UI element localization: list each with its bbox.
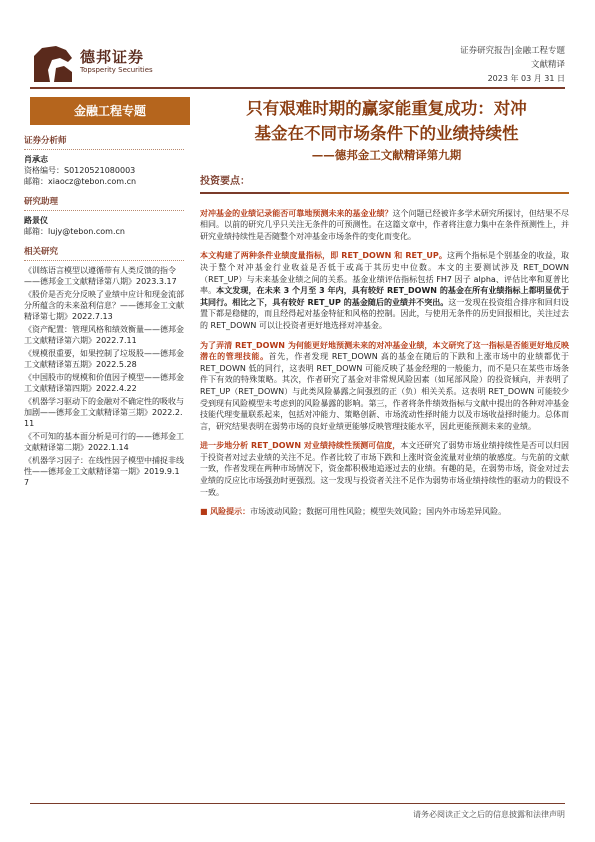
heading-accent-bar bbox=[200, 192, 290, 194]
report-category-line1: 证券研究报告|金融工程专题 bbox=[460, 46, 565, 56]
analyst-heading: 证券分析师 bbox=[24, 136, 184, 150]
tebon-logo-icon bbox=[30, 42, 76, 86]
company-logo bbox=[30, 42, 180, 86]
bullet-icon: ■ bbox=[200, 507, 211, 517]
assistant-email: 邮箱：lujy@tebon.com.cn bbox=[24, 227, 125, 236]
paragraph-1: 对冲基金的业绩记录能否可靠地预测未来的基金业绩？这个问题已经被许多学术研究所探讨，但结果不尽相同。以前的研究几乎只关注无条件的可预测性。在这篇文章中，作者将注意力集中在条件预测性上，并研究业绩持续性是否随整个对冲基金市场条件的变化而变化。 bbox=[200, 208, 569, 241]
footer-disclaimer: 请务必阅读正文之后的信息披露和法律声明 bbox=[413, 810, 565, 819]
section-badge: 金融工程专题 bbox=[30, 97, 190, 125]
paragraph-3: 为了弄清 RET_DOWN 为何能更好地预测未来的对冲基金业绩，本文研究了这一指标是否能更好地反映潜在的管理技能。首先，作者发现 RET_DOWN 高的基金在随后的下跌和上涨市场中的业绩都优于 RET_DOWN 低的同行，这表明 RET_DOWN 可能反映了基金经理的一般能力，而不是只在某些市场条件下有效的特殊策略。其次，作者研究了基金对非常规风险因素（如尾部风险）的投资倾向，并表明了 RET_UP（RET_DOWN）与此类风险暴露之间强烈的正（负）相关关系。这表明 RET_DOWN 可能较少受到现有风险模型未考虑到的风险暴露的影响。第三，作者将条件绩效指标与文献中提出的各种对冲基金技能代理变量联系起来，包括对冲能力、策略创新、市场流动性择时能力以及市场收益择时能力。总体而言，研究结果表明在弱势市场的良好业绩更能够反映管理技能水平，因此更能预测未来的业绩。 bbox=[200, 340, 570, 431]
paragraph-2: 本文构建了两种条件业绩度量指标，即 RET_DOWN 和 RET_UP。这两个指标是个别基金的收益，取决于整个对冲基金行业收益是否低于或高于其历史中位数。本文的主要测试涉及 RET_DOWN（RET_UP）与未来基金业绩之间的关系。基金业绩评估指标包括 FH7 因子 alpha、评估比率和夏普比率。本文发现，在未来 3 个月至 3 年内，具有较好 RET_DOWN 的基金在所有业绩指标上都明显优于其同行。相比之下，具有较好 RET_UP 的基金随后的业绩并不突出。这一发现在投资组合排序和回归设置下都是稳健的，而且经得起对基金特征和风格的控制。因此，与使用无条件的历史回报相比，关注过去的 RET_DOWN 可以让投资者更好地选择对冲基金。 bbox=[200, 251, 570, 330]
related-item[interactable]: 《股价是否充分反映了业绩中应计和现金流部分所蕴含的未来盈利信息？——德邦金工文献精译第七期》2022.7.13 bbox=[24, 290, 184, 321]
report-category bbox=[460, 44, 565, 72]
related-item[interactable]: 《机器学习驱动下的金融对不确定性的吸收与加剧——德邦金工文献精译第三期》2022.2.11 bbox=[24, 397, 184, 428]
report-date: 2023 年 03 月 31 日 bbox=[487, 74, 565, 83]
analyst-license: 资格编号：S0120521080003 bbox=[24, 166, 136, 175]
assistant-name: 路景仪 bbox=[24, 216, 48, 225]
paragraph-4: 进一步地分析 RET_DOWN 对业绩持续性预测可信度，本文还研究了弱势市场业绩持续性是否可以归因于投资者对过去业绩的关注不足。作者比较了市场下跌和上涨时资金流量对业绩的敏感度。与先前的文献一致，作者发现在两种市场情况下，资金都积极地追逐过去的业绩。有趣的是，在弱势市场，资金对过去业绩的反应比市场强劲时更强烈。这一发现与投资者关注不足作为弱势市场业绩持续性的驱动力的假设不一致。 bbox=[200, 441, 569, 497]
key-points-heading: 投资要点： bbox=[200, 176, 569, 194]
title-subtitle: ——德邦金工文献精译第九期 bbox=[311, 148, 462, 162]
key-points bbox=[200, 176, 569, 526]
assistant-heading: 研究助理 bbox=[24, 197, 184, 211]
report-category-line2: 文献精译 bbox=[530, 60, 565, 70]
analyst-block bbox=[24, 136, 184, 187]
assistant-block bbox=[24, 197, 184, 237]
related-item[interactable]: 《规模很重要，如果控制了垃圾股——德邦金工文献精译第五期》2022.5.28 bbox=[24, 349, 184, 369]
analyst-email: 邮箱：xiaocz@tebon.com.cn bbox=[24, 177, 137, 186]
related-item[interactable]: 《资产配置：管理风格和绩效衡量——德邦金工文献精译第六期》2022.7.11 bbox=[24, 325, 184, 345]
logo-chinese-name: 德邦证券 bbox=[80, 48, 145, 66]
title-line2: 基金在不同市场条件下的业绩持续性 bbox=[254, 124, 519, 143]
logo-english-name: Topsperity Securities bbox=[80, 66, 153, 74]
sidebar bbox=[24, 136, 184, 498]
footer-divider bbox=[30, 803, 565, 804]
related-item[interactable]: 《不可知的基本面分析是可行的——德邦金工文献精译第二期》2022.1.14 bbox=[24, 432, 184, 452]
analyst-name: 肖承志 bbox=[24, 155, 48, 164]
related-item[interactable]: 《机器学习因子：在线性因子模型中捕捉非线性——德邦金工文献精译第一期》2019.9.17 bbox=[24, 456, 184, 487]
header-divider bbox=[30, 87, 565, 89]
report-title bbox=[200, 96, 573, 164]
related-item[interactable]: 《中国股市的规模和价值因子模型——德邦金工文献精译第四期》2022.4.22 bbox=[24, 373, 184, 393]
title-line1: 只有艰难时期的赢家能重复成功：对冲 bbox=[246, 99, 527, 118]
risk-warning: ■ 风险提示：市场波动风险；数据可用性风险；模型失效风险；国内外市场差异风险。 bbox=[200, 507, 507, 517]
related-item[interactable]: 《训练语言模型以遵循带有人类反馈的指令——德邦金工文献精译第八期》2023.3.17 bbox=[24, 266, 177, 286]
related-heading: 相关研究 bbox=[24, 247, 184, 261]
related-research bbox=[24, 247, 184, 488]
